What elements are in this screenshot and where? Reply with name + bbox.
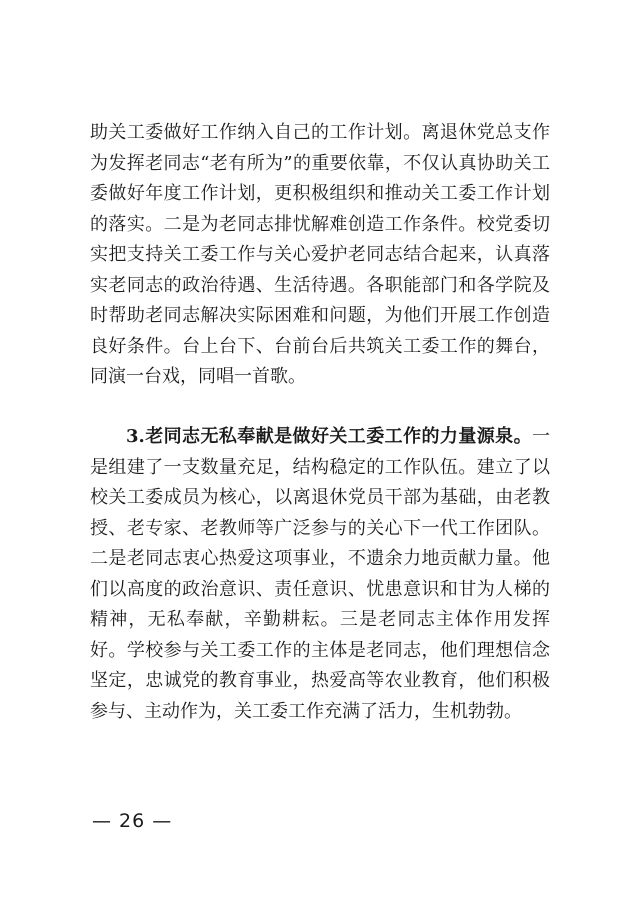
page-number: — 26 — <box>92 810 173 832</box>
paragraph-1 <box>90 118 550 393</box>
paragraph-2-text: 一是组建了一支数量充足，结构稳定的工作队伍。建立了以校关工委成员为核心，以离退休党员干部为基础，由老教授、老专家、老教师等广泛参与的关心下一代工作团队。二是老同志衷心热爱这项事业，不遗余力地贡献力量。他们以高度的政治意识、责任意识、忧患意识和甘为人梯的精神，无私奉献，辛勤耕耘。三是老同志主体作用发挥好。学校参与关工委工作的主体是老同志，他们理想信念坚定，忠诚党的教育事业，热爱高等农业教育，他们积极参与、主动作为，关工委工作充满了活力，生机勃勃。 <box>90 426 550 722</box>
paragraph-1-text: 助关工委做好工作纳入自己的工作计划。离退休党总支作为发挥老同志“老有所为”的重要依靠，不仅认真协助关工委做好年度工作计划，更积极组织和推动关工委工作计划的落实。二是为老同志排忧解难创造工作条件。校党委切实把支持关工委工作与关心爱护老同志结合起来，认真落实老同志的政治待遇、生活待遇。各职能部门和各学院及时帮助老同志解决实际困难和问题，为他们开展工作创造良好条件。台上台下、台前台后共筑关工委工作的舞台，同演一台戏，同唱一首歌。 <box>90 122 550 387</box>
paragraph-2 <box>90 422 550 727</box>
paragraph-2-lead: 3.老同志无私奉献是做好关工委工作的力量源泉。 <box>126 426 532 447</box>
paragraph-2-body <box>90 422 550 727</box>
